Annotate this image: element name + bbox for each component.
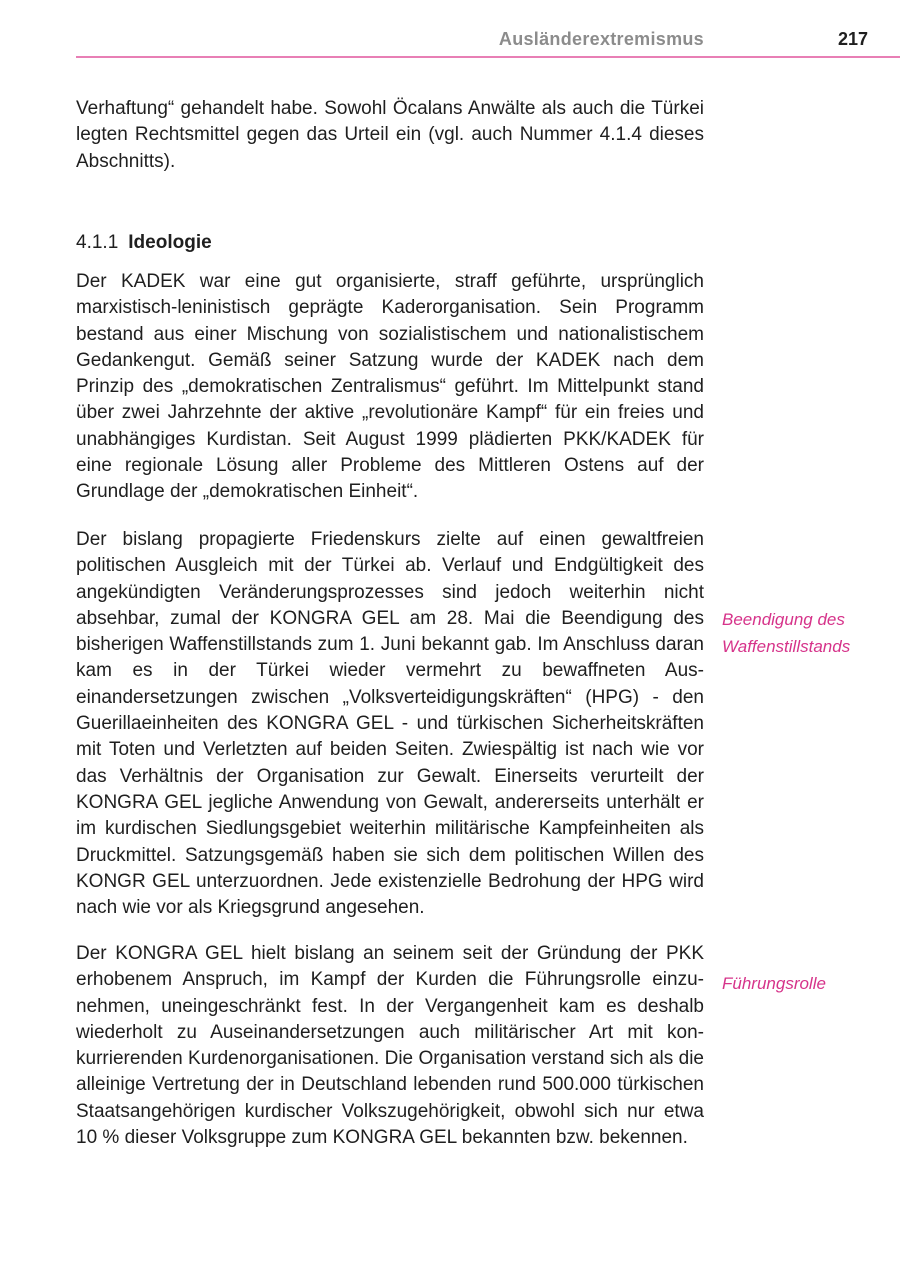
section-number: 4.1.1 [76,232,119,253]
running-header-title: Ausländerextremismus [498,29,704,49]
paragraph-friedenskurs: Der bislang propagierte Friedenskurs zielte auf einen gewaltfreien politischen Ausgleich mit der Türkei ab. Verlauf und Endgültigkeit des angekündigten Veränderungsprozesses sind jedoch weiterhin nicht absehbar, zumal der KONGRA GEL am 28. Mai die Beendigung des bisherigen Waffenstillstands zum 1. Juni bekannt gab. Im Anschluss daran kam es in der Türkei wieder vermehrt zu bewaffneten Auseinandersetzungen zwischen „Volksverteidigungskräften“ (HPG) - den Guerillaeinheiten des KONGRA GEL - und türkischen Sicherheitskräften mit Toten und Verletzten auf beiden Seiten. Zwiespältig ist nach wie vor das Verhältnis der Organisation zur Gewalt. Einerseits verurteilt der KONGRA GEL jegliche Anwendung von Gewalt, andererseits unterhält er im kurdischen Siedlungsgebiet weiterhin militärische Kampfeinheiten als Druckmittel. Satzungsgemäß haben sie sich dem politischen Willen des KONGR GEL unterzuordnen. Jede existenzielle Bedrohung der HPG wird nach wie vor als Kriegsgrund angesehen. [76,529,704,919]
page-header [76,0,900,58]
section-heading [76,230,212,256]
margin-note-waffenstillstand: Beendigung des Waffenstillstands [722,610,851,656]
section-title: Ideologie [128,232,212,253]
paragraph-continuation: Verhaftung“ gehandelt habe. Sowohl Öcalans Anwälte als auch die Türkei legten Rechtsmittel gegen das Urteil ein (vgl. auch Nummer 4.1.4 dieses Abschnitts). [76,98,704,172]
margin-note-fuehrungsrolle: Führungsrolle [722,974,826,993]
paragraph-fuehrungsrolle: Der KONGRA GEL hielt bislang an seinem seit der Gründung der PKK erhobenem Anspruch, im Kampf der Kurden die Führungsrolle einzunehmen, uneingeschränkt fest. In der Vergangenheit kam es deshalb wiederholt zu Auseinandersetzungen auch militärischer Art mit konkurrierenden Kurdenorganisationen. Die Organisation verstand sich als die alleinige Vertretung der in Deutschland lebenden rund 500.000 türkischen Staatsangehörigen kurdischer Volkszugehörigkeit, obwohl sich nur etwa 10 % dieser Volksgruppe zum KONGRA GEL bekannten bzw. bekennen. [76,943,704,1149]
page-number: 217 [837,29,868,49]
paragraph-ideologie: Der KADEK war eine gut organisierte, straff geführte, ursprünglich marxistisch-leninistisch geprägte Kaderorganisation. Sein Programm bestand aus einer Mischung von sozialistischem und nationalistischem Gedankengut. Gemäß seiner Satzung wurde der KADEK nach dem Prinzip des „demokratischen Zentralismus“ geführt. Im Mittelpunkt stand über zwei Jahrzehnte der aktive „revolutionäre Kampf“ für ein freies und unabhängiges Kurdistan. Seit August 1999 plädierten PKK/KADEK für eine regionale Lösung aller Probleme des Mittleren Ostens auf der Grundlage der „demokratischen Einheit“. [76,271,704,503]
